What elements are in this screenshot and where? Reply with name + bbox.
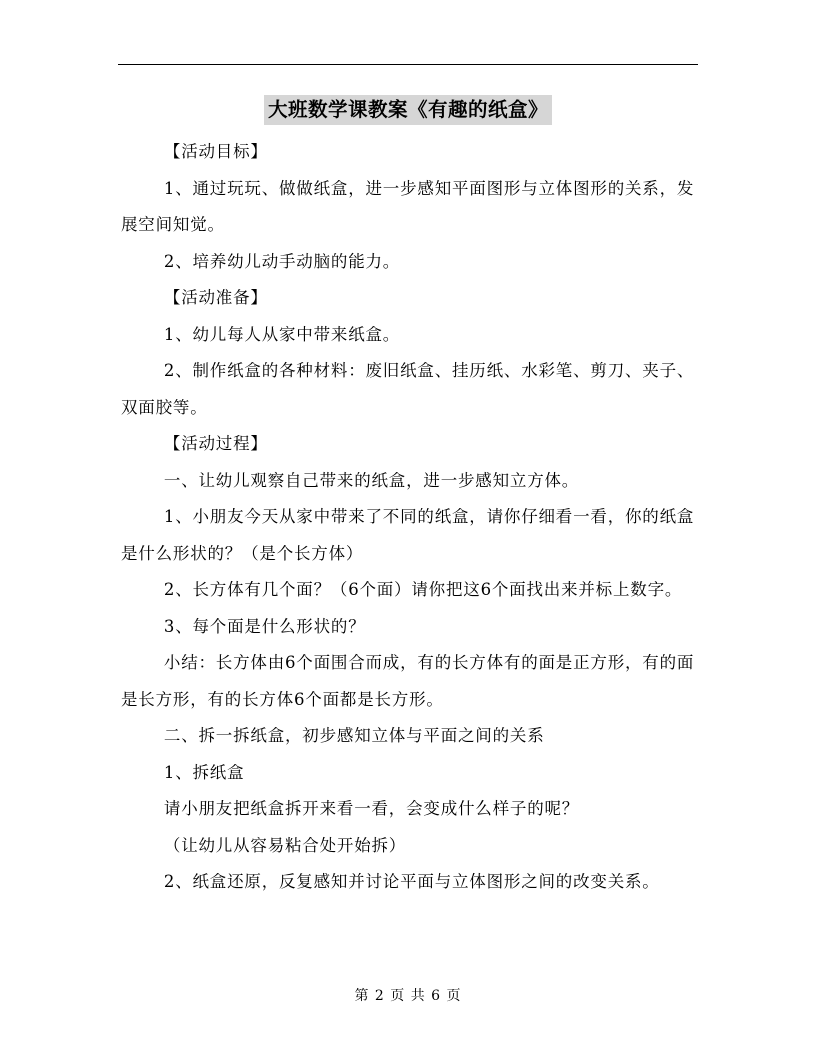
paragraph: 2、制作纸盒的各种材料：废旧纸盒、挂历纸、水彩笔、剪刀、夹子、双面胶等。 [121, 361, 695, 417]
paragraph: （让幼儿从容易粘合处开始拆） [163, 835, 407, 855]
paragraph: 2、纸盒还原，反复感知并讨论平面与立体图形之间的改变关系。 [163, 872, 660, 891]
paragraph: 一、让幼儿观察自己带来的纸盒，进一步感知立方体。 [163, 470, 580, 490]
paragraph: 1、通过玩玩、做做纸盒，进一步感知平面图形与立体图形的关系，发展空间知觉。 [121, 178, 695, 234]
paragraph: 1、拆纸盒 [163, 762, 245, 782]
section-heading-process: 【活动过程】 [163, 434, 268, 453]
section-heading-preparation: 【活动准备】 [163, 288, 268, 307]
paragraph: 3、每个面是什么形状的？ [163, 616, 366, 636]
paragraph: 2、长方体有几个面？（6个面）请你把这6个面找出来并标上数字。 [163, 580, 683, 599]
paragraph: 1、幼儿每人从家中带来纸盒。 [163, 324, 401, 344]
paragraph: 1、小朋友今天从家中带来了不同的纸盒，请你仔细看一看，你的纸盒是什么形状的？（是个长方体） [121, 507, 695, 563]
title-container [0, 95, 816, 125]
paragraph: 请小朋友把纸盒拆开来看一看，会变成什么样子的呢？ [163, 799, 580, 818]
page-number-footer: 第 2 页 共 6 页 [354, 988, 462, 1004]
paragraph: 2、培养幼儿动手动脑的能力。 [163, 251, 401, 271]
header-rule [118, 64, 698, 65]
section-heading-goals: 【活动目标】 [163, 142, 268, 161]
document-body [121, 134, 695, 901]
document-title: 大班数学课教案《有趣的纸盒》 [264, 95, 552, 125]
summary-paragraph: 小结：长方体由6个面围合而成，有的长方体有的面是正方形，有的面是长方形，有的长方体6个面都是长方形。 [121, 653, 695, 709]
paragraph: 二、拆一拆纸盒，初步感知立体与平面之间的关系 [163, 726, 545, 745]
